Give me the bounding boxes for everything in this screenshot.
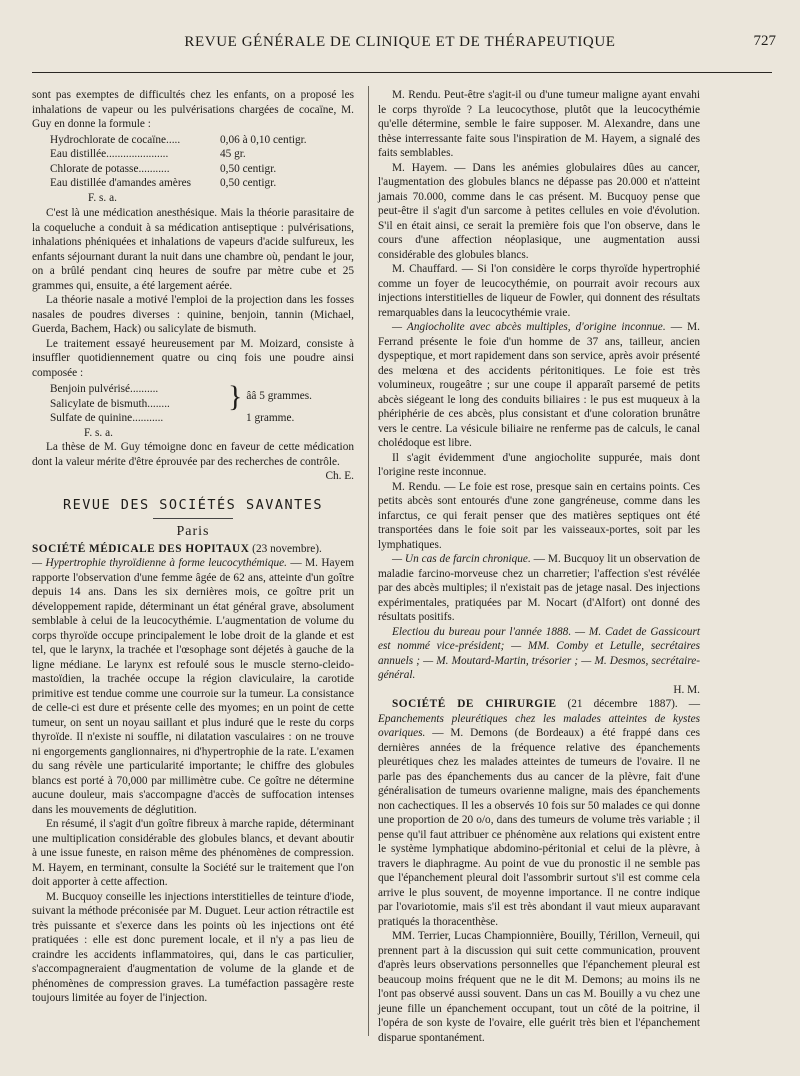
ingredient: Chlorate de potasse........... [50, 162, 170, 175]
running-header: REVUE GÉNÉRALE DE CLINIQUE ET DE THÉRAPEUTIQUE [184, 34, 616, 50]
dose: ââ 5 grammes. [246, 390, 312, 403]
ingredient: Salicylate de bismuth........ [50, 397, 170, 410]
paragraph: M. Rendu. — Le foie est rose, presque sain en certains points. Ces petits abcès sont entourés d'une zone gangréneuse, comme dans les infarctus, ce qui ferait penser que des matières septiques ont été transportées dans le foie soit par les vaisseaux-portes, soit par les lymphatiques. [378, 480, 700, 551]
paragraph [32, 542, 354, 557]
ingredient: Hydrochlorate de cocaïne..... [50, 133, 181, 146]
ingredient: Eau distillée d'amandes amères [50, 177, 191, 189]
signature: H. M. [673, 683, 700, 696]
paragraph [32, 556, 354, 817]
paragraph: La thèse de M. Guy témoigne donc en faveur de cette médication dont la valeur mérite d'être éprouvée par des recherches de contrôle. [32, 441, 354, 468]
right-column [378, 88, 700, 1045]
dose: 1 gramme. [246, 412, 295, 424]
election-text: Electiou du bureau pour l'année 1888. — M. Cadet de Gassicourt est nommé vice-président; — MM. Comby et Letulle, secrétaires annuels ; — M. Moutard-Martin, trésorier ; — M. Desmos, secrétaire-général. [378, 625, 700, 681]
text: — M. Bucquoy lit un observation de maladie farcino-morveuse chez un charretier; l'affection s'est révélée par des abcès multiples; il n'existait pas de jetage nasal. Des injections expérimentales, pratiquées par M. Nocart (d'Alfort) ont donné des résultats positifs. [378, 553, 700, 623]
section-title: REVUE DES SOCIÉTÉS SAVANTES [63, 496, 323, 513]
brace-icon: } [228, 379, 243, 413]
paragraph: M. Chauffard. — Si l'on considère le corps thyroïde hypertrophié comme un foyer de leucocythémie, on pourrait avoir recours aux injections interstitielles de liqueur de Fowler, qui donnent des résultats remarquables dans la leucocythémie vraie. [378, 263, 700, 319]
subsection-title: — Angiocholite avec abcès multiples, d'origine inconnue. [392, 321, 666, 333]
society-name: SOCIÉTÉ MÉDICALE DES HOPITAUX [32, 542, 250, 555]
fsa: F. s. a. [84, 426, 113, 439]
paragraph: sont pas exemptes de difficultés chez les enfants, on a proposé les inhalations de vapeur ou les pulvérisations chargées de cocaïne, M. Guy en donne la formule : [32, 89, 354, 130]
fsa: F. s. a. [88, 191, 117, 204]
dose: 0,06 à 0,10 centigr. [220, 133, 307, 146]
brace-formula [50, 379, 354, 413]
formula-row [50, 176, 354, 191]
formula-row [50, 133, 354, 148]
paragraph: La théorie nasale a motivé l'emploi de la projection dans les fosses nasales de poudres diverses : quinine, benjoin, tannin (Michael, Guerda, Bachem, Hack) ou salicylate de bismuth. [32, 294, 354, 335]
ingredient: Eau distillée...................... [50, 148, 169, 160]
subsection-title: — Un cas de farcin chronique. [392, 553, 531, 565]
column-divider [368, 86, 369, 1036]
formula-row [50, 411, 354, 426]
text: — M. Demons (de Bordeaux) a été frappé dans ces dernières années de la fréquence relative des épanchements pleurétiques chez les malades atteintes de tumeurs de l'ovaire. Il ne parle pas des épanchements dus au cancer de la plèvre, fait d'une généralisation de tumeurs ovarienne maligne, mais des épanchements non cachectiques. Il les a observés 10 fois sur 50 malades ce qui donne une proportion de 20 o/o, dans des tumeurs de volume très variable ; il pense qu'il faut attribuer ce phénomène aux relations qui existent entre le système lymphatique abdomino-péritonial et celui de la plèvre, à travers le diaphragme. Au point de vue du pronostic il ne semble pas que l'épanchement pleural doit l'assombrir surtout s'il est comme cela arrive le plus souvent, de moyenne importance. Il ne contre indique par l'ovariotomie, mais s'il est très abondant il vaut mieux auparavant pratiqués la thoracenthèse. [378, 727, 700, 928]
paragraph: C'est là une médication anesthésique. Mais la théorie parasitaire de la coqueluche a conduit à sa médication antiseptique : pulvérisations, inhalations phéniquées et inhalations de vapeurs d'acide sulfureux, les enfants séjournant durant la nuit dans une chambre où, pendant le jour, on a brûlé pendant cinq heures de soufre par mètre cube et 25 grammes qui, ensuite, a été largement aérée. [32, 207, 354, 292]
dose: 0,50 centigr. [220, 177, 277, 189]
subsection-title: Epanchements pleurétiques chez les malades atteintes de kystes ovariques. [378, 712, 700, 739]
subsection-title: — Hypertrophie thyroïdienne à forme leucocythémique. [32, 557, 287, 569]
ingredient: Sulfate de quinine........... [50, 412, 164, 424]
paragraph [378, 320, 700, 451]
header-rule [32, 72, 772, 73]
text: — M. Ferrand présente le foie d'un homme de 37 ans, tailleur, ancien dyspeptique, et mort rapidement dans son service, après avoir présenté des melœna et des accidents péritonitiques. Le foie est très volumineux, rougeâtre ; sur une coupe il apparaît parsemé de petits abcès siégeant le long des conduits biliaires : le pus est muqueux à la phériphérie de ces abcès, plus consistant et d'une coloration brunâtre vers le centre. La vésicule biliaire ne renferme pas de calculs, le canal cholédoque est libre. [378, 321, 700, 449]
date: (21 décembre 1887). — [556, 698, 700, 710]
divider [153, 518, 233, 519]
paragraph: M. Bucquoy conseille les injections interstitielles de teinture d'iode, suivant la méthode préconisée par M. Duguet. Leur action rétractile est très puissante et s'exerce dans les points où les injections ont été pratiquées : elle est donc purement locale, et il n'y a pas lieu de craindre les accidents inflammatoires, qui, dans le cas particulier, s'accompagneraient d'augmentation de volume de la glande et de phénomènes de compression graves. La tuméfaction passagère reste toujours limitée au foyer de l'injection. [32, 890, 354, 1004]
society-name: SOCIÉTÉ DE CHIRURGIE [392, 698, 557, 710]
formula [50, 133, 354, 206]
paragraph: Le traitement essayé heureusement par M. Moizard, consiste à insuffler quotidiennement quatre ou cinq fois une poudre ainsi composée : [32, 337, 354, 379]
paragraph: En résumé, il s'agit d'un goître fibreux à marche rapide, déterminant une multiplication considérable des globules blancs, et devant aboutir à une issue funeste, en raison même des phénomènes de compression. M. Hayem, en terminant, consulte la Société sur le traitement que l'on doit apporter à cette affection. [32, 818, 354, 888]
paragraph: Il s'agit évidemment d'une angiocholite suppurée, mais dont l'origine reste inconnue. [378, 451, 700, 478]
city-heading: Paris [176, 524, 210, 539]
paragraph [378, 625, 700, 683]
formula-row [50, 147, 354, 162]
paragraph [378, 552, 700, 625]
paragraph: M. Hayem. — Dans les anémies globulaires dûes au cancer, l'augmentation des globules blancs ne dépasse pas 20.000 et n'atteint jamais 70.000, comme dans le cas présent. M. Bucquoy pense que peut-être il s'agit d'un sarcome à petites cellules en voie d'évolution. S'il en était ainsi, ce serait la première fois que l'on observe, dans le cours d'une affection néoplasique, une augmentation aussi considérable des globules blancs. [378, 161, 700, 261]
page-number: 727 [753, 33, 776, 49]
date: (23 novembre). [249, 542, 322, 555]
paragraph: MM. Terrier, Lucas Championnière, Bouilly, Térillon, Verneuil, qui prennent part à la discussion qui suit cette communication, prouvent d'après leurs observations personnelles que l'épanchement pleural est beaucoup moins fréquent que ne le dit M. Demons; au moins ils ne l'ont pas observé aussi souvent. Dans un cas M. Bouilly a vu chez une jeune fille un épanchement occupant, tout un côté de la poitrine, il l'opéra de son kyste de l'ovaire, elle guérit très bien et l'épanchement disparue spontanément. [378, 930, 700, 1044]
dose: 0,50 centigr. [220, 162, 277, 175]
paragraph [378, 697, 700, 929]
signature: Ch. E. [325, 470, 354, 482]
paragraph: M. Rendu. Peut-être s'agit-il ou d'une tumeur maligne ayant envahi le corps thyroïde ? La leucocythose, plutôt que la leucocythémie qu'elle détermine, semble le faire supposer. M. Alexandre, dans une thèse interressante faite sous l'inspiration de M. Hayem, a signalé des faits semblables. [378, 89, 700, 159]
left-column [32, 88, 354, 1006]
ingredient: Benjoin pulvérisé.......... [50, 383, 159, 395]
text: — M. Hayem rapporte l'observation d'une femme âgée de 62 ans, atteinte d'un goître depuis 14 ans. Dans les six dernières mois, ce goître prit un développement rapide, déterminant un état général grave, absolument semblable à celui de la leucocythémie. L'augmentation de volume du corps thyroïde occupe principalement le lobe droit de la glande et est tel, que le larynx, la trachée et l'œsophage sont déjetés à gauche de la ligne médiane. Le larynx est refoulé sous le muscle sterno-cleido-mastoïdien, la trachée occupe la région claviculaire, la carotide primitive est tendue comme une courroie sur la tumeur. La consistance de celle-ci est dure et présente celle des myomes; en un point de cette tumeur, on sent un noyau saillant et plus induré que le reste du corps thyroïde. Il n'existe ni souffle, ni dilatation vasculaires : on ne trouve ni engorgements ganglionnaires, ni d'hypertrophie de la rate. L'examen du sang révèle une particularité importante; le chiffre des globules blancs est porté à 70,000 par millimètre cube. Ce goître ne détermine aucune douleur, mais s'accompagne d'accès de suffocation intenses dans les mouvements de déglutition. [32, 557, 354, 816]
dose: 45 gr. [220, 148, 246, 160]
formula-row [50, 162, 354, 177]
